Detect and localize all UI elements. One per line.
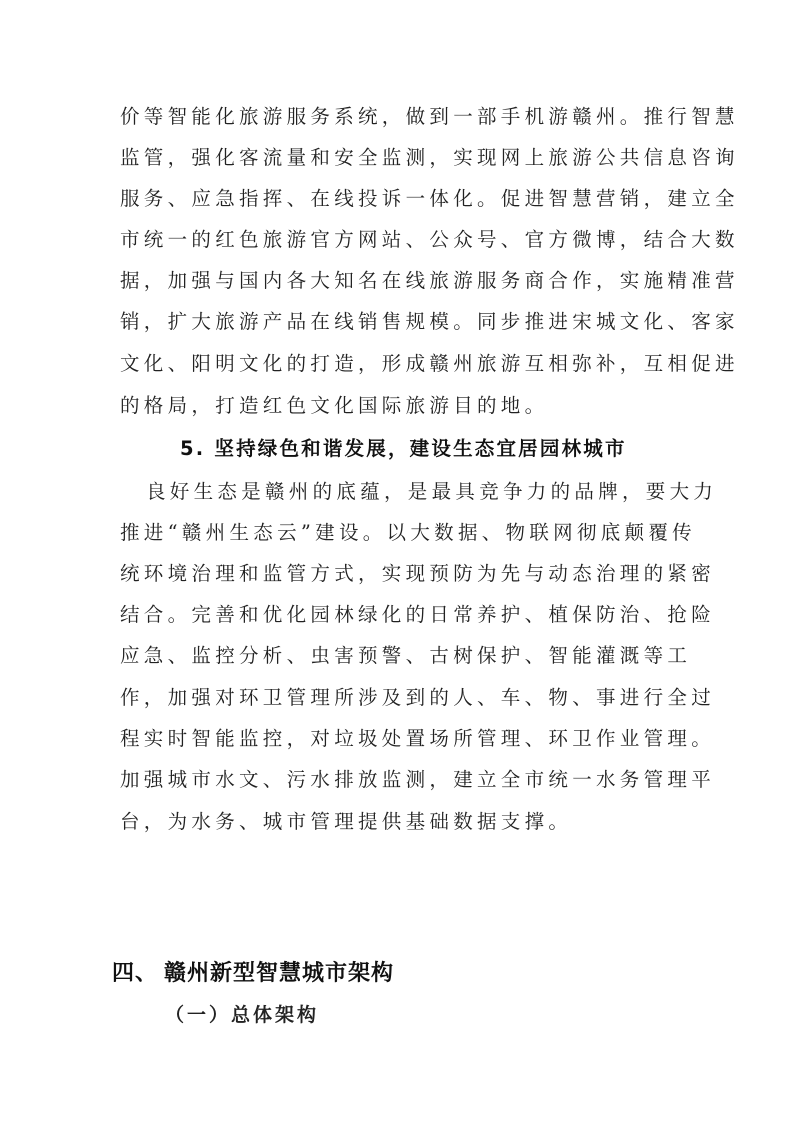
text-line: 服务、应急指挥、在线投诉一体化。促进智慧营销，建立全 (120, 187, 739, 210)
section-5-heading: 5. 坚持绿色和谐发展，建设生态宜居园林城市 (180, 437, 627, 460)
chapter-number: 四、 (112, 961, 159, 986)
text-line: 结合。完善和优化园林绿化的日常养护、植保防治、抢险 (120, 603, 716, 626)
chapter-4-heading (112, 956, 394, 987)
text-line: 良好生态是赣州的底蕴，是最具竞争力的品牌，要大力 (146, 480, 718, 503)
text-line: 的格局，打造红色文化国际旅游目的地。 (120, 394, 549, 417)
text-line: 价等智能化旅游服务系统，做到一部手机游赣州。推行智慧 (120, 105, 739, 128)
text-line: 推进“赣州生态云”建设。以大数据、物联网彻底颠覆传 (120, 521, 696, 544)
text-line: 销，扩大旅游产品在线销售规模。同步推进宋城文化、客家 (120, 310, 739, 333)
text-line: 程实时智能监控，对垃圾处置场所管理、环卫作业管理。 (120, 727, 716, 750)
text-line: 监管，强化客流量和安全监测，实现网上旅游公共信息咨询 (120, 146, 739, 169)
chapter-title: 赣州新型智慧城市架构 (164, 961, 395, 986)
text-line: 作，加强对环卫管理所涉及到的人、车、物、事进行全过 (120, 686, 716, 709)
text-line: 市统一的红色旅游官方网站、公众号、官方微博，结合大数 (120, 228, 739, 251)
text-line: 应急、监控分析、虫害预警、古树保护、智能灌溉等工 (120, 644, 692, 667)
text-line: 统环境治理和监管方式，实现预防为先与动态治理的紧密 (120, 562, 716, 585)
text-line: 台，为水务、城市管理提供基础数据支撑。 (120, 810, 573, 833)
text-line: 据，加强与国内各大知名在线旅游服务商合作，实施精准营 (120, 269, 739, 292)
subsection-heading: （一）总体架构 (165, 1004, 320, 1026)
text-line: 文化、阳明文化的打造，形成赣州旅游互相弥补，互相促进 (120, 352, 739, 375)
text-line: 加强城市水文、污水排放监测，建立全市统一水务管理平 (120, 768, 716, 791)
